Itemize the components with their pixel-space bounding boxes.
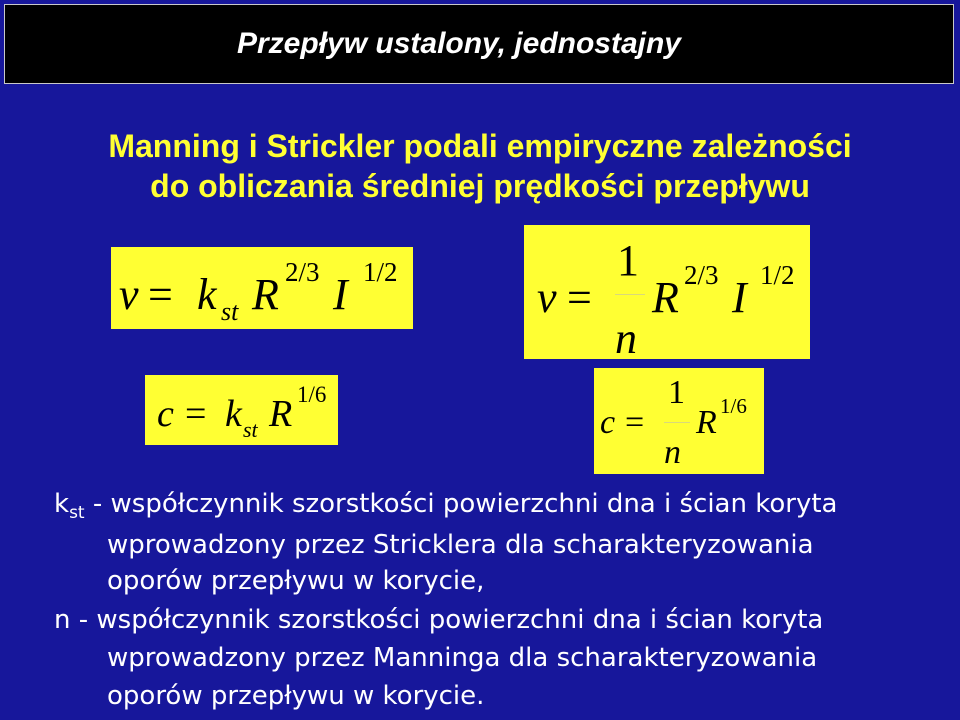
legend-kst-line-1 bbox=[54, 491, 837, 522]
formula-strickler-chezy bbox=[145, 375, 338, 445]
formula-strickler-velocity bbox=[111, 247, 413, 329]
formula-R-exponent: 1/6 bbox=[297, 382, 327, 407]
formula-I-exponent: 1/2 bbox=[363, 257, 398, 287]
formula-equals: = bbox=[567, 273, 592, 322]
fraction-line bbox=[615, 294, 645, 295]
legend-kst-symbol: k bbox=[54, 489, 70, 519]
legend-n-line-2: wprowadzony przez Manninga dla scharakteryzowania bbox=[107, 643, 818, 673]
slide-title: Przepływ ustalony, jednostajny bbox=[237, 27, 681, 60]
intro-line-1: Manning i Strickler podali empiryczne zależności bbox=[108, 128, 852, 164]
formula-denominator: n bbox=[664, 434, 681, 471]
formula-I: I bbox=[333, 270, 348, 319]
formula-equals: = bbox=[148, 270, 173, 319]
formula-R-exponent: 2/3 bbox=[684, 260, 719, 290]
legend-n-line-1 bbox=[54, 607, 823, 633]
formula-numerator: 1 bbox=[668, 374, 685, 411]
formula-k-subscript: st bbox=[243, 417, 258, 442]
formula-manning-velocity bbox=[524, 225, 810, 363]
formula-R-exponent: 2/3 bbox=[285, 257, 320, 287]
intro-line-2: do obliczania średniej prędkości przepływu bbox=[150, 168, 810, 204]
formula-k: k bbox=[197, 270, 217, 319]
formula-equals: = bbox=[625, 404, 645, 441]
formula-lhs: c bbox=[157, 393, 174, 435]
formula-R: R bbox=[269, 393, 293, 435]
formula-I-exponent: 1/2 bbox=[760, 260, 795, 290]
formula-manning-chezy bbox=[594, 368, 764, 474]
formula-k: k bbox=[225, 393, 242, 435]
formula-lhs: c bbox=[600, 404, 616, 441]
fraction-line bbox=[664, 422, 690, 423]
formula-denominator: n bbox=[615, 314, 637, 363]
formula-R: R bbox=[652, 273, 679, 322]
formula-equals: = bbox=[185, 393, 207, 435]
legend-kst-subscript: st bbox=[69, 503, 85, 523]
legend-n-symbol: n bbox=[54, 605, 71, 635]
legend-n-text-1: - współczynnik szorstkości powierzchni dna i ścian koryta bbox=[70, 605, 824, 635]
legend-n-line-3: oporów przepływu w korycie. bbox=[107, 681, 485, 711]
formula-R-exponent: 1/6 bbox=[720, 394, 747, 418]
legend-kst-line-3: oporów przepływu w korycie, bbox=[107, 566, 485, 596]
formula-R: R bbox=[696, 404, 717, 441]
formula-R: R bbox=[252, 270, 279, 319]
title-bar bbox=[4, 4, 954, 84]
formula-I: I bbox=[732, 273, 747, 322]
formula-lhs: v bbox=[119, 270, 139, 319]
formula-lhs: v bbox=[537, 273, 557, 322]
legend-kst-line-2: wprowadzony przez Stricklera dla scharakteryzowania bbox=[107, 530, 814, 560]
legend-kst-text-1: - współczynnik szorstkości powierzchni dna i ścian koryta bbox=[84, 489, 838, 519]
formula-k-subscript: st bbox=[221, 297, 239, 326]
formula-numerator: 1 bbox=[617, 236, 639, 285]
